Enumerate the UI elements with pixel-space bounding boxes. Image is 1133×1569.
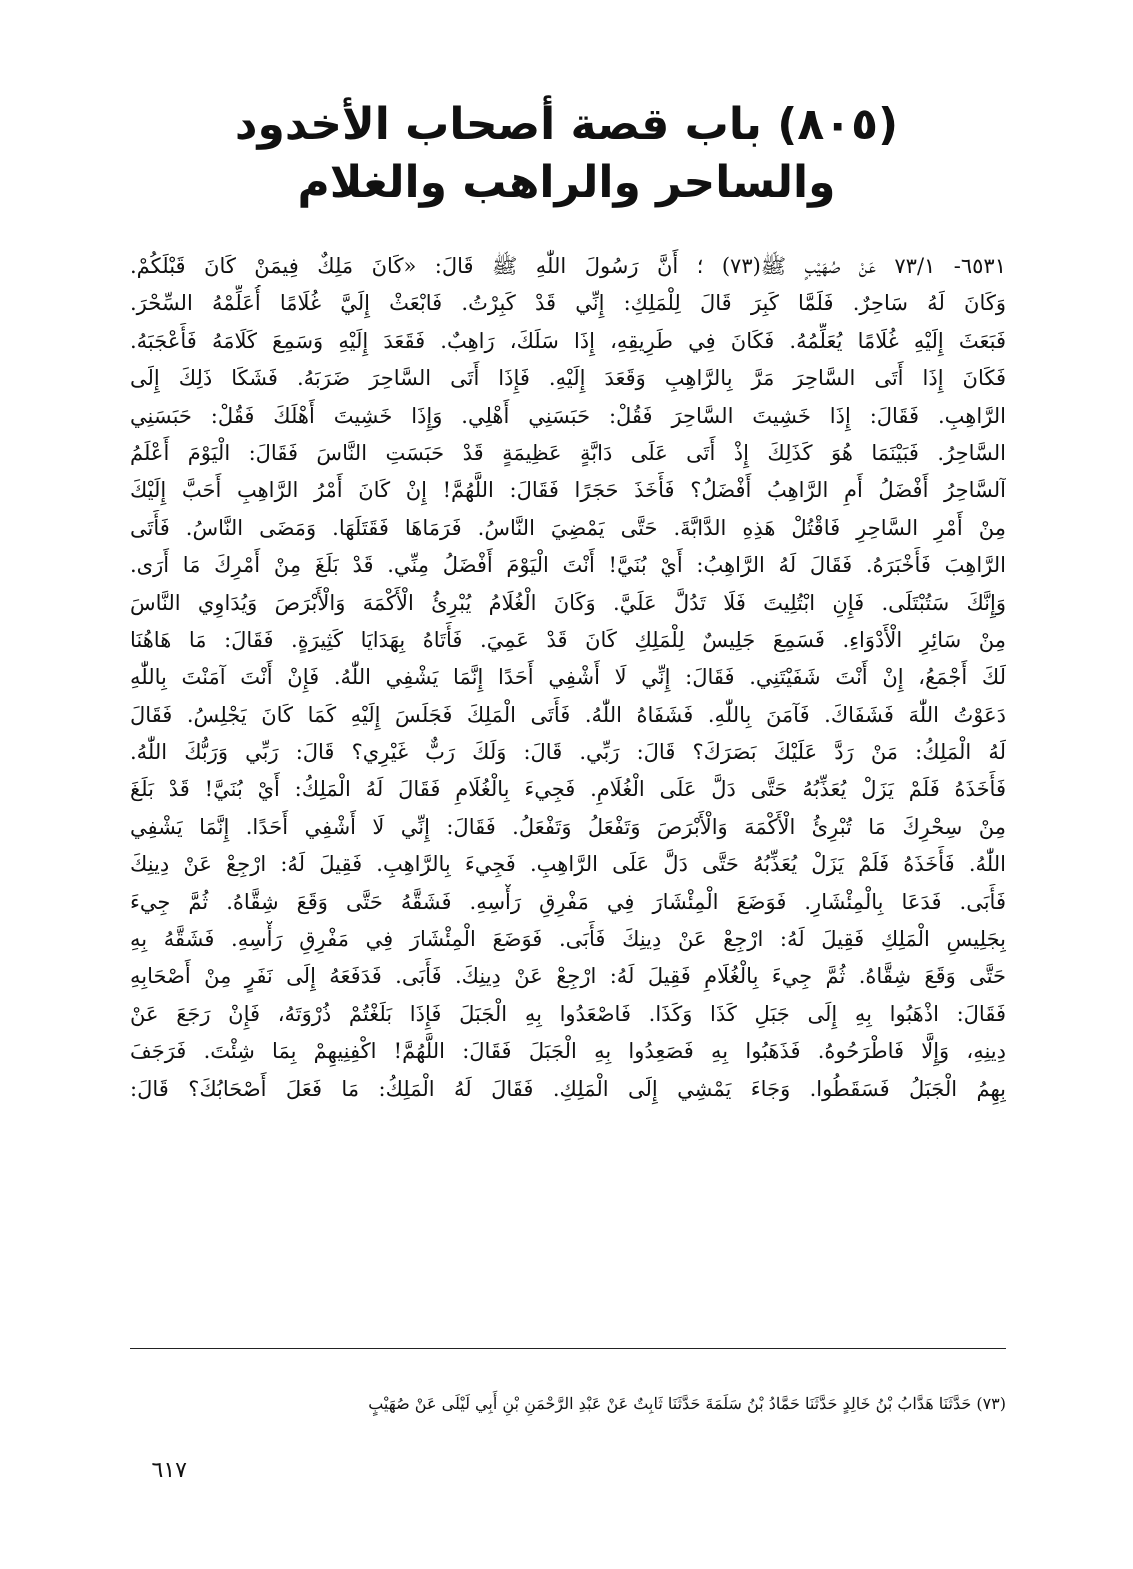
body-line: مِنْ أَمْرِ السَّاحِرِ فَاقْتُلْ هَذِهِ الدَّابَّةَ. حَتَّى يَمْضِيَ النَّاسُ. فَرَمَاهَا فَقَتَلَهَا. وَمَضَى النَّاسُ. فَأَتَى [130,515,1006,540]
body-line: فَأَخَذَهُ فَلَمْ يَزَلْ يُعَذِّبُهُ حَتَّى دَلَّ عَلَى الْغُلَامِ. فَجِيءَ بِالْغُلَامِ فَقَالَ لَهُ الْمَلِكُ: أَيْ بُنَيَّ! قَدْ بَلَغَ [130,777,1006,802]
body-line: اللّٰهُ. فَأَخَذَهُ فَلَمْ يَزَلْ يُعَذِّبُهُ حَتَّى دَلَّ عَلَى الرَّاهِبِ. فَجِيءَ بِالرَّاهِبِ. فَقِيلَ لَهُ: ارْجِعْ عَنْ دِينِكَ [130,852,1006,877]
chapter-title-line-2: والساحر والراهب والغلام [297,157,836,208]
body-line: بِجَلِيسِ الْمَلِكِ فَقِيلَ لَهُ: ارْجِعْ عَنْ دِينِكَ فَأَبَى. فَوَضَعَ الْمِئْشَارَ فِي مَفْرِقِ رَأْسِهِ. فَشَقَّهُ بِهِ [130,927,1006,952]
body-line: دِينِهِ، وَإِلَّا فَاطْرَحُوهُ. فَذَهَبُوا بِهِ فَصَعِدُوا بِهِ الْجَبَلَ فَقَالَ: اللَّهُمَّ! اكْفِنِيهِمْ بِمَا شِئْتَ. فَرَجَفَ [130,1039,1006,1064]
body-line: فَقَالَ: اذْهَبُوا بِهِ إِلَى جَبَلِ كَذَا وَكَذَا. فَاصْعَدُوا بِهِ الْجَبَلَ فَإِذَا بَلَغْتُمْ ذُرْوَتَهُ، فَإِنْ رَجَعَ عَنْ [130,1001,1006,1026]
body-line: مِنْ سِحْرِكَ مَا تُبْرِئُ الْأَكْمَهَ وَالْأَبْرَصَ وَتَفْعَلُ وَتَفْعَلُ. فَقَالَ: إِنِّي لَا أَشْفِي أَحَدًا. إِنَّمَا يَشْفِي [130,814,1006,839]
hadith-body [130,248,1006,1108]
body-line: آلسَّاحِرُ أَفْضَلُ أَمِ الرَّاهِبُ أَفْضَلُ؟ فَأَخَذَ حَجَرًا فَقَالَ: اللَّهُمَّ! إِنْ كَانَ أَمْرُ الرَّاهِبِ أَحَبَّ إِلَيْكَ [130,478,1006,503]
body-line: الرَّاهِبَ فَأَخْبَرَهُ. فَقَالَ لَهُ الرَّاهِبُ: أَيْ بُنَيَّ! أَنْتَ الْيَوْمَ أَفْضَلُ مِنِّي. قَدْ بَلَغَ مِنْ أَمْرِكَ مَا أَرَى. [130,553,1006,578]
body-line: لَكَ أَجْمَعُ، إِنْ أَنْتَ شَفَيْتَنِي. فَقَالَ: إِنِّي لَا أَشْفِي أَحَدًا إِنَّمَا يَشْفِي اللّٰهُ. فَإِنْ أَنْتَ آمَنْتَ بِاللّٰهِ [130,665,1006,690]
body-line: دَعَوْتُ اللّٰهَ فَشَفَاكَ. فَآمَنَ بِاللّٰهِ. فَشَفَاهُ اللّٰهُ. فَأَتَى الْمَلِكَ فَجَلَسَ إِلَيْهِ كَمَا كَانَ يَجْلِسُ. فَقَالَ [130,702,1006,727]
body-line: حَتَّى وَقَعَ شِقَّاهُ. ثُمَّ جِيءَ بِالْغُلَامِ فَقِيلَ لَهُ: ارْجِعْ عَنْ دِينِكَ. فَأَبَى. فَدَفَعَهُ إِلَى نَفَرٍ مِنْ أَصْحَابِهِ [130,964,1006,989]
body-line: فَبَعَثَ إِلَيْهِ غُلَامًا يُعَلِّمُهُ. فَكَانَ فِي طَرِيقِهِ، إِذَا سَلَكَ، رَاهِبٌ. فَقَعَدَ إِلَيْهِ وَسَمِعَ كَلَامَهُ فَأَعْجَبَهُ. [130,328,1006,353]
body-line: فَكَانَ إِذَا أَتَى السَّاحِرَ مَرَّ بِالرَّاهِبِ وَقَعَدَ إِلَيْهِ. فَإِذَا أَتَى السَّاحِرَ ضَرَبَهُ. فَشَكَا ذَلِكَ إِلَى [130,366,1006,391]
chapter-title-line-1: (٨٠٥) باب قصة أصحاب الأخدود [234,99,899,150]
body-line: مِنْ سَائِرِ الْأَدْوَاءِ. فَسَمِعَ جَلِيسٌ لِلْمَلِكِ كَانَ قَدْ عَمِيَ. فَأَتَاهُ بِهَدَايَا كَثِيرَةٍ. فَقَالَ: مَا هَاهُنَا [130,627,1006,652]
page-number: ٦١٧ [151,1458,187,1483]
body-line: بِهِمُ الْجَبَلُ فَسَقَطُوا. وَجَاءَ يَمْشِي إِلَى الْمَلِكِ. فَقَالَ لَهُ الْمَلِكُ: مَا فَعَلَ أَصْحَابُكَ؟ قَالَ: [130,1076,1006,1101]
body-line: فَأَبَى. فَدَعَا بِالْمِئْشَارِ. فَوَضَعَ الْمِئْشَارَ فِي مَفْرِقِ رَأْسِهِ. فَشَقَّهُ حَتَّى وَقَعَ شِقَّاهُ. ثُمَّ جِيءَ [130,889,1006,914]
body-line: ٦٥٣١- ٧٣/١ عَنْ صُهَيْبٍ ﷺ(٧٣) ؛ أَنَّ رَسُولَ اللّٰهِ ﷺ قَالَ: «كَانَ مَلِكٌ فِيمَنْ كَانَ قَبْلَكُمْ. [130,254,1006,278]
chapter-title [140,96,993,212]
body-line: لَهُ الْمَلِكُ: مَنْ رَدَّ عَلَيْكَ بَصَرَكَ؟ قَالَ: رَبِّي. قَالَ: وَلَكَ رَبٌّ غَيْرِي؟ قَالَ: رَبِّي وَرَبُّكَ اللّٰهُ. [130,740,1006,765]
body-line: الرَّاهِبِ. فَقَالَ: إِذَا خَشِيتَ السَّاحِرَ فَقُلْ: حَبَسَنِي أَهْلِي. وَإِذَا خَشِيتَ أَهْلَكَ فَقُلْ: حَبَسَنِي [130,403,1006,428]
footnote-divider [130,1348,1006,1349]
body-line: السَّاحِرُ. فَبَيْنَمَا هُوَ كَذَلِكَ إِذْ أَتَى عَلَى دَابَّةٍ عَظِيمَةٍ قَدْ حَبَسَتِ النَّاسَ فَقَالَ: الْيَوْمَ أَعْلَمُ [130,440,1006,465]
body-line: وَكَانَ لَهُ سَاحِرٌ. فَلَمَّا كَبِرَ قَالَ لِلْمَلِكِ: إِنِّي قَدْ كَبِرْتُ. فَابْعَثْ إِلَيَّ غُلَامًا أُعَلِّمْهُ السِّحْرَ. [130,291,1006,316]
body-line: وَإِنَّكَ سَتُبْتَلَى. فَإِنِ ابْتُلِيتَ فَلَا تَدُلَّ عَلَيَّ. وَكَانَ الْغُلَامُ يُبْرِئُ الْأَكْمَهَ وَالْأَبْرَصَ وَيُدَاوِي النَّاسَ [130,590,1006,615]
footnote: (٧٣) حَدَّثَنَا هَدَّابُ بْنُ خَالِدٍ حَدَّثَنَا حَمَّادُ بْنُ سَلَمَةَ حَدَّثَنَا ثَابِتٌ عَنْ عَبْدِ الرَّحْمَنِ بْنِ أَبِي لَيْلَى عَنْ صُهَيْبٍ [368,1394,1006,1413]
